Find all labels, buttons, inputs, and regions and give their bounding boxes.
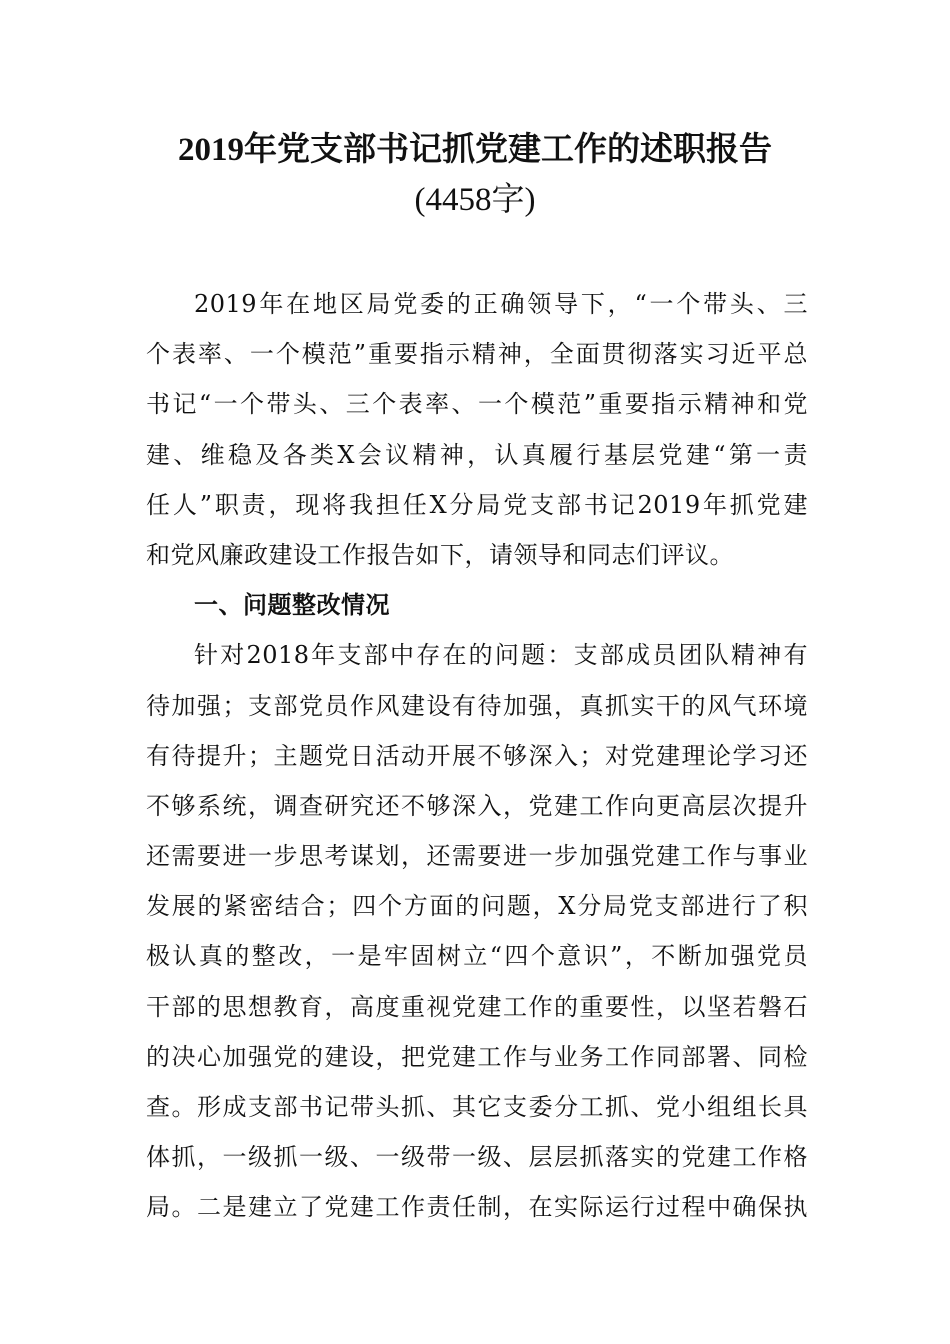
document-word-count: (4458字)	[414, 182, 536, 218]
paragraph-line: 极认真的整改，一是牢固树立“四个意识”，不断加强党员	[146, 942, 808, 971]
paragraph-line: 建、维稳及各类X会议精神，认真履行基层党建“第一责	[146, 440, 808, 469]
paragraph-line: 书记“一个带头、三个表率、一个模范”重要指示精神和党	[146, 390, 808, 419]
paragraph-line: 待加强；支部党员作风建设有待加强，真抓实干的风气环境	[146, 691, 808, 720]
document-title: 2019年党支部书记抓党建工作的述职报告	[178, 132, 772, 168]
paragraph-line: 2019年在地区局党委的正确领导下，“一个带头、三	[194, 290, 808, 318]
paragraph-line: 体抓，一级抓一级、一级带一级、层层抓落实的党建工作格	[146, 1143, 808, 1172]
document-body	[146, 279, 808, 1233]
paragraph-line: 干部的思想教育，高度重视党建工作的重要性，以坚若磐石	[146, 992, 808, 1021]
paragraph-line: 和党风廉政建设工作报告如下，请领导和同志们评议。	[146, 540, 734, 569]
paragraph-line: 有待提升；主题党日活动开展不够深入；对党建理论学习还	[146, 741, 808, 770]
section-heading: 一、问题整改情况	[194, 591, 390, 620]
paragraph-line: 查。形成支部书记带头抓、其它支委分工抓、党小组组长具	[146, 1093, 808, 1121]
paragraph-line: 局。二是建立了党建工作责任制，在实际运行过程中确保执	[146, 1193, 808, 1222]
paragraph-line: 发展的紧密结合；四个方面的问题，X分局党支部进行了积	[146, 892, 808, 921]
paragraph-line: 的决心加强党的建设，把党建工作与业务工作同部署、同检	[146, 1042, 808, 1071]
paragraph-line: 针对2018年支部中存在的问题：支部成员团队精神有	[194, 641, 808, 670]
paragraph-line: 个表率、一个模范”重要指示精神，全面贯彻落实习近平总	[146, 340, 808, 369]
paragraph-line: 任人”职责，现将我担任X分局党支部书记2019年抓党建	[146, 490, 808, 519]
paragraph-line: 不够系统，调查研究还不够深入，党建工作向更高层次提升	[146, 791, 808, 820]
paragraph-line: 还需要进一步思考谋划，还需要进一步加强党建工作与事业	[146, 842, 808, 871]
